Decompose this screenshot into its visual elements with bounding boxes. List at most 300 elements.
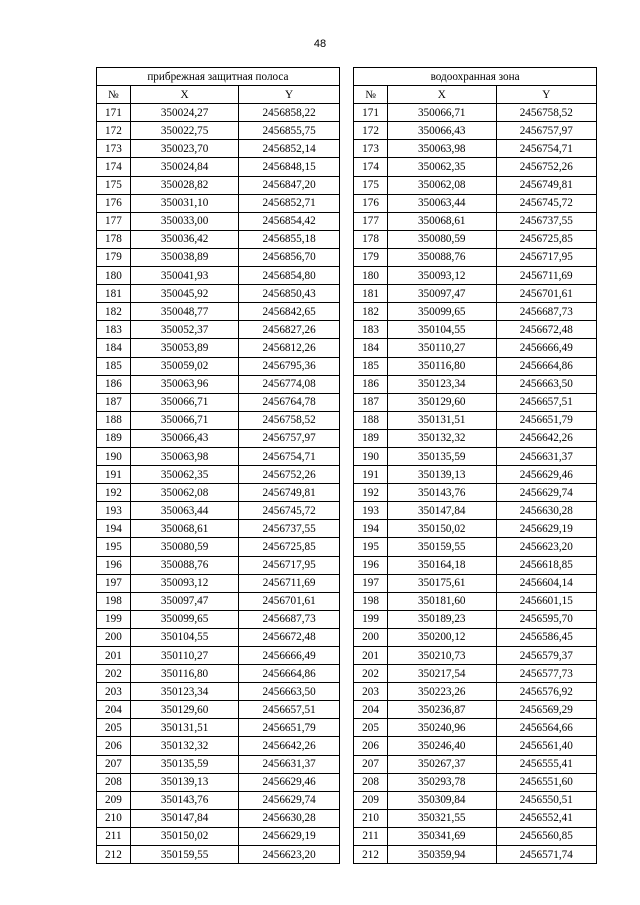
table-row [97, 104, 597, 122]
right-point-number: 173 [354, 140, 388, 158]
left-x-coordinate: 350097,47 [130, 592, 239, 610]
right-x-coordinate: 350210,73 [387, 647, 496, 665]
right-y-coordinate: 2456560,85 [496, 827, 596, 845]
right-point-number: 171 [354, 104, 388, 122]
left-y-coordinate: 2456651,79 [239, 719, 339, 737]
left-x-coordinate: 350099,65 [130, 610, 239, 628]
left-x-coordinate: 350068,61 [130, 520, 239, 538]
column-separator [339, 375, 353, 393]
left-y-coordinate: 2456623,20 [239, 846, 339, 864]
right-x-coordinate: 350236,87 [387, 701, 496, 719]
table-row [97, 194, 597, 212]
left-y-coordinate: 2456856,70 [239, 248, 339, 266]
right-point-number: 203 [354, 683, 388, 701]
left-point-number: 190 [97, 447, 131, 465]
left-x-coordinate: 350135,59 [130, 755, 239, 773]
column-separator [339, 212, 353, 230]
right-y-coordinate: 2456618,85 [496, 556, 596, 574]
left-point-number: 182 [97, 303, 131, 321]
right-y-coordinate: 2456571,74 [496, 846, 596, 864]
column-separator [339, 230, 353, 248]
left-y-coordinate: 2456855,75 [239, 122, 339, 140]
left-y-coordinate: 2456758,52 [239, 411, 339, 429]
left-x-coordinate: 350066,71 [130, 393, 239, 411]
column-separator [339, 791, 353, 809]
right-x-coordinate: 350135,59 [387, 447, 496, 465]
left-header-x: X [130, 86, 239, 104]
left-y-coordinate: 2456664,86 [239, 665, 339, 683]
table-row [97, 429, 597, 447]
right-point-number: 188 [354, 411, 388, 429]
left-x-coordinate: 350031,10 [130, 194, 239, 212]
left-y-coordinate: 2456711,69 [239, 574, 339, 592]
right-point-number: 204 [354, 701, 388, 719]
left-x-coordinate: 350104,55 [130, 628, 239, 646]
table-row [97, 122, 597, 140]
column-separator [339, 447, 353, 465]
table-row [97, 628, 597, 646]
left-x-coordinate: 350022,75 [130, 122, 239, 140]
right-y-coordinate: 2456564,66 [496, 719, 596, 737]
right-y-coordinate: 2456701,61 [496, 285, 596, 303]
right-y-coordinate: 2456551,60 [496, 773, 596, 791]
left-x-coordinate: 350062,35 [130, 466, 239, 484]
right-x-coordinate: 350147,84 [387, 502, 496, 520]
left-x-coordinate: 350052,37 [130, 321, 239, 339]
left-y-coordinate: 2456725,85 [239, 538, 339, 556]
left-point-number: 193 [97, 502, 131, 520]
right-x-coordinate: 350223,26 [387, 683, 496, 701]
left-point-number: 195 [97, 538, 131, 556]
section-title-row [97, 68, 597, 86]
left-x-coordinate: 350132,32 [130, 737, 239, 755]
left-y-coordinate: 2456850,43 [239, 285, 339, 303]
left-y-coordinate: 2456855,18 [239, 230, 339, 248]
right-point-number: 179 [354, 248, 388, 266]
right-y-coordinate: 2456711,69 [496, 267, 596, 285]
table-row [97, 791, 597, 809]
right-x-coordinate: 350309,84 [387, 791, 496, 809]
left-y-coordinate: 2456852,71 [239, 194, 339, 212]
left-point-number: 176 [97, 194, 131, 212]
column-separator [339, 520, 353, 538]
table-row [97, 212, 597, 230]
left-y-coordinate: 2456757,97 [239, 429, 339, 447]
right-y-coordinate: 2456601,15 [496, 592, 596, 610]
right-y-coordinate: 2456631,37 [496, 447, 596, 465]
left-point-number: 183 [97, 321, 131, 339]
column-separator [339, 628, 353, 646]
right-point-number: 181 [354, 285, 388, 303]
left-x-coordinate: 350123,34 [130, 683, 239, 701]
table-row [97, 393, 597, 411]
left-y-coordinate: 2456657,51 [239, 701, 339, 719]
table-row [97, 520, 597, 538]
left-section-title: прибрежная защитная полоса [97, 68, 340, 86]
table-row [97, 484, 597, 502]
right-y-coordinate: 2456664,86 [496, 357, 596, 375]
right-x-coordinate: 350293,78 [387, 773, 496, 791]
table-row [97, 411, 597, 429]
column-separator [339, 827, 353, 845]
column-separator [339, 357, 353, 375]
left-x-coordinate: 350063,96 [130, 375, 239, 393]
right-y-coordinate: 2456604,14 [496, 574, 596, 592]
right-x-coordinate: 350341,69 [387, 827, 496, 845]
right-point-number: 206 [354, 737, 388, 755]
left-point-number: 194 [97, 520, 131, 538]
right-x-coordinate: 350110,27 [387, 339, 496, 357]
left-y-coordinate: 2456812,26 [239, 339, 339, 357]
column-separator [339, 737, 353, 755]
left-point-number: 172 [97, 122, 131, 140]
right-x-coordinate: 350246,40 [387, 737, 496, 755]
left-point-number: 171 [97, 104, 131, 122]
left-point-number: 210 [97, 809, 131, 827]
table-row [97, 375, 597, 393]
right-point-number: 191 [354, 466, 388, 484]
right-x-coordinate: 350217,54 [387, 665, 496, 683]
left-x-coordinate: 350024,27 [130, 104, 239, 122]
right-header-x: X [387, 86, 496, 104]
left-y-coordinate: 2456754,71 [239, 447, 339, 465]
right-x-coordinate: 350189,23 [387, 610, 496, 628]
table-row [97, 773, 597, 791]
table-row [97, 158, 597, 176]
column-separator [339, 140, 353, 158]
left-y-coordinate: 2456827,26 [239, 321, 339, 339]
left-x-coordinate: 350033,00 [130, 212, 239, 230]
left-point-number: 177 [97, 212, 131, 230]
left-header-number: № [97, 86, 131, 104]
right-point-number: 199 [354, 610, 388, 628]
left-point-number: 173 [97, 140, 131, 158]
right-x-coordinate: 350200,12 [387, 628, 496, 646]
left-y-coordinate: 2456701,61 [239, 592, 339, 610]
table-row [97, 701, 597, 719]
right-point-number: 185 [354, 357, 388, 375]
left-x-coordinate: 350147,84 [130, 809, 239, 827]
left-y-coordinate: 2456629,46 [239, 773, 339, 791]
right-y-coordinate: 2456595,70 [496, 610, 596, 628]
left-x-coordinate: 350150,02 [130, 827, 239, 845]
right-x-coordinate: 350062,35 [387, 158, 496, 176]
right-y-coordinate: 2456579,37 [496, 647, 596, 665]
column-separator [339, 267, 353, 285]
left-x-coordinate: 350159,55 [130, 846, 239, 864]
right-x-coordinate: 350321,55 [387, 809, 496, 827]
column-separator [339, 429, 353, 447]
table-row [97, 665, 597, 683]
column-separator [339, 574, 353, 592]
table-row [97, 176, 597, 194]
left-point-number: 180 [97, 267, 131, 285]
left-point-number: 181 [97, 285, 131, 303]
left-point-number: 199 [97, 610, 131, 628]
left-y-coordinate: 2456687,73 [239, 610, 339, 628]
table-row [97, 683, 597, 701]
right-y-coordinate: 2456555,41 [496, 755, 596, 773]
right-point-number: 184 [354, 339, 388, 357]
right-point-number: 174 [354, 158, 388, 176]
right-x-coordinate: 350181,60 [387, 592, 496, 610]
right-x-coordinate: 350063,98 [387, 140, 496, 158]
right-point-number: 182 [354, 303, 388, 321]
column-separator [339, 104, 353, 122]
table-row [97, 809, 597, 827]
right-point-number: 200 [354, 628, 388, 646]
right-x-coordinate: 350099,65 [387, 303, 496, 321]
table-row [97, 592, 597, 610]
right-y-coordinate: 2456577,73 [496, 665, 596, 683]
column-separator [339, 411, 353, 429]
column-separator [339, 773, 353, 791]
left-y-coordinate: 2456666,49 [239, 647, 339, 665]
table-row [97, 737, 597, 755]
right-x-coordinate: 350062,08 [387, 176, 496, 194]
table-row [97, 755, 597, 773]
left-point-number: 212 [97, 846, 131, 864]
right-point-number: 205 [354, 719, 388, 737]
right-point-number: 177 [354, 212, 388, 230]
column-separator [339, 665, 353, 683]
left-x-coordinate: 350063,44 [130, 502, 239, 520]
column-separator [339, 321, 353, 339]
right-x-coordinate: 350066,43 [387, 122, 496, 140]
table-row [97, 140, 597, 158]
right-point-number: 207 [354, 755, 388, 773]
left-point-number: 201 [97, 647, 131, 665]
left-x-coordinate: 350028,82 [130, 176, 239, 194]
right-y-coordinate: 2456749,81 [496, 176, 596, 194]
right-x-coordinate: 350104,55 [387, 321, 496, 339]
left-point-number: 178 [97, 230, 131, 248]
right-x-coordinate: 350097,47 [387, 285, 496, 303]
left-y-coordinate: 2456642,26 [239, 737, 339, 755]
column-separator [339, 86, 353, 104]
left-point-number: 192 [97, 484, 131, 502]
right-y-coordinate: 2456725,85 [496, 230, 596, 248]
table-row [97, 339, 597, 357]
right-point-number: 202 [354, 665, 388, 683]
right-y-coordinate: 2456758,52 [496, 104, 596, 122]
right-y-coordinate: 2456657,51 [496, 393, 596, 411]
left-y-coordinate: 2456852,14 [239, 140, 339, 158]
left-y-coordinate: 2456858,22 [239, 104, 339, 122]
right-x-coordinate: 350088,76 [387, 248, 496, 266]
left-y-coordinate: 2456848,15 [239, 158, 339, 176]
left-y-coordinate: 2456631,37 [239, 755, 339, 773]
column-separator [339, 484, 353, 502]
right-y-coordinate: 2456629,19 [496, 520, 596, 538]
column-separator [339, 538, 353, 556]
right-x-coordinate: 350080,59 [387, 230, 496, 248]
left-x-coordinate: 350131,51 [130, 719, 239, 737]
right-y-coordinate: 2456552,41 [496, 809, 596, 827]
left-point-number: 196 [97, 556, 131, 574]
column-separator [339, 592, 353, 610]
column-separator [339, 683, 353, 701]
left-x-coordinate: 350129,60 [130, 701, 239, 719]
right-section-title: водоохранная зона [354, 68, 597, 86]
left-y-coordinate: 2456749,81 [239, 484, 339, 502]
column-separator [339, 176, 353, 194]
right-point-number: 190 [354, 447, 388, 465]
left-y-coordinate: 2456774,08 [239, 375, 339, 393]
left-y-coordinate: 2456854,42 [239, 212, 339, 230]
left-point-number: 202 [97, 665, 131, 683]
right-point-number: 193 [354, 502, 388, 520]
right-x-coordinate: 350164,18 [387, 556, 496, 574]
table-row [97, 538, 597, 556]
left-point-number: 198 [97, 592, 131, 610]
right-y-coordinate: 2456754,71 [496, 140, 596, 158]
left-point-number: 184 [97, 339, 131, 357]
column-separator [339, 158, 353, 176]
right-y-coordinate: 2456672,48 [496, 321, 596, 339]
column-separator [339, 647, 353, 665]
right-point-number: 194 [354, 520, 388, 538]
left-header-y: Y [239, 86, 339, 104]
column-separator [339, 701, 353, 719]
left-point-number: 187 [97, 393, 131, 411]
right-y-coordinate: 2456623,20 [496, 538, 596, 556]
table-row [97, 248, 597, 266]
left-point-number: 200 [97, 628, 131, 646]
left-point-number: 175 [97, 176, 131, 194]
right-x-coordinate: 350093,12 [387, 267, 496, 285]
right-point-number: 208 [354, 773, 388, 791]
table-row [97, 719, 597, 737]
right-y-coordinate: 2456576,92 [496, 683, 596, 701]
table-row [97, 556, 597, 574]
column-separator [339, 846, 353, 864]
left-x-coordinate: 350036,42 [130, 230, 239, 248]
right-point-number: 197 [354, 574, 388, 592]
column-separator [339, 556, 353, 574]
column-separator [339, 502, 353, 520]
left-point-number: 197 [97, 574, 131, 592]
left-point-number: 209 [97, 791, 131, 809]
right-point-number: 211 [354, 827, 388, 845]
table-row [97, 610, 597, 628]
right-point-number: 183 [354, 321, 388, 339]
left-y-coordinate: 2456717,95 [239, 556, 339, 574]
right-point-number: 210 [354, 809, 388, 827]
left-y-coordinate: 2456663,50 [239, 683, 339, 701]
right-point-number: 186 [354, 375, 388, 393]
left-x-coordinate: 350080,59 [130, 538, 239, 556]
column-separator [339, 610, 353, 628]
table-row [97, 502, 597, 520]
column-separator [339, 68, 353, 86]
table-row [97, 321, 597, 339]
left-x-coordinate: 350088,76 [130, 556, 239, 574]
right-point-number: 176 [354, 194, 388, 212]
right-y-coordinate: 2456752,26 [496, 158, 596, 176]
column-separator [339, 466, 353, 484]
left-x-coordinate: 350063,98 [130, 447, 239, 465]
column-separator [339, 755, 353, 773]
left-x-coordinate: 350059,02 [130, 357, 239, 375]
coordinates-table [96, 67, 597, 864]
left-point-number: 179 [97, 248, 131, 266]
table-row [97, 285, 597, 303]
right-x-coordinate: 350063,44 [387, 194, 496, 212]
left-point-number: 189 [97, 429, 131, 447]
right-x-coordinate: 350359,94 [387, 846, 496, 864]
right-y-coordinate: 2456586,45 [496, 628, 596, 646]
right-y-coordinate: 2456561,40 [496, 737, 596, 755]
left-x-coordinate: 350066,43 [130, 429, 239, 447]
right-x-coordinate: 350159,55 [387, 538, 496, 556]
left-x-coordinate: 350048,77 [130, 303, 239, 321]
left-point-number: 186 [97, 375, 131, 393]
right-x-coordinate: 350175,61 [387, 574, 496, 592]
left-point-number: 174 [97, 158, 131, 176]
left-x-coordinate: 350041,93 [130, 267, 239, 285]
right-header-number: № [354, 86, 388, 104]
right-point-number: 180 [354, 267, 388, 285]
left-x-coordinate: 350062,08 [130, 484, 239, 502]
right-point-number: 172 [354, 122, 388, 140]
page-number: 48 [313, 38, 327, 50]
column-separator [339, 194, 353, 212]
right-x-coordinate: 350240,96 [387, 719, 496, 737]
left-y-coordinate: 2456854,80 [239, 267, 339, 285]
right-x-coordinate: 350143,76 [387, 484, 496, 502]
table-row [97, 447, 597, 465]
left-x-coordinate: 350143,76 [130, 791, 239, 809]
left-point-number: 208 [97, 773, 131, 791]
column-separator [339, 122, 353, 140]
left-x-coordinate: 350139,13 [130, 773, 239, 791]
left-point-number: 203 [97, 683, 131, 701]
left-point-number: 205 [97, 719, 131, 737]
left-y-coordinate: 2456737,55 [239, 520, 339, 538]
left-point-number: 206 [97, 737, 131, 755]
table-row [97, 230, 597, 248]
left-x-coordinate: 350053,89 [130, 339, 239, 357]
left-y-coordinate: 2456672,48 [239, 628, 339, 646]
left-x-coordinate: 350024,84 [130, 158, 239, 176]
right-x-coordinate: 350129,60 [387, 393, 496, 411]
right-point-number: 198 [354, 592, 388, 610]
left-point-number: 185 [97, 357, 131, 375]
left-point-number: 207 [97, 755, 131, 773]
right-y-coordinate: 2456550,51 [496, 791, 596, 809]
right-x-coordinate: 350068,61 [387, 212, 496, 230]
right-y-coordinate: 2456717,95 [496, 248, 596, 266]
right-y-coordinate: 2456642,26 [496, 429, 596, 447]
left-y-coordinate: 2456764,78 [239, 393, 339, 411]
left-y-coordinate: 2456745,72 [239, 502, 339, 520]
right-y-coordinate: 2456666,49 [496, 339, 596, 357]
left-point-number: 211 [97, 827, 131, 845]
left-point-number: 204 [97, 701, 131, 719]
right-y-coordinate: 2456629,74 [496, 484, 596, 502]
right-point-number: 175 [354, 176, 388, 194]
left-x-coordinate: 350066,71 [130, 411, 239, 429]
table-row [97, 303, 597, 321]
right-x-coordinate: 350131,51 [387, 411, 496, 429]
right-x-coordinate: 350132,32 [387, 429, 496, 447]
column-separator [339, 719, 353, 737]
left-y-coordinate: 2456629,74 [239, 791, 339, 809]
column-separator [339, 285, 353, 303]
left-x-coordinate: 350116,80 [130, 665, 239, 683]
right-x-coordinate: 350066,71 [387, 104, 496, 122]
